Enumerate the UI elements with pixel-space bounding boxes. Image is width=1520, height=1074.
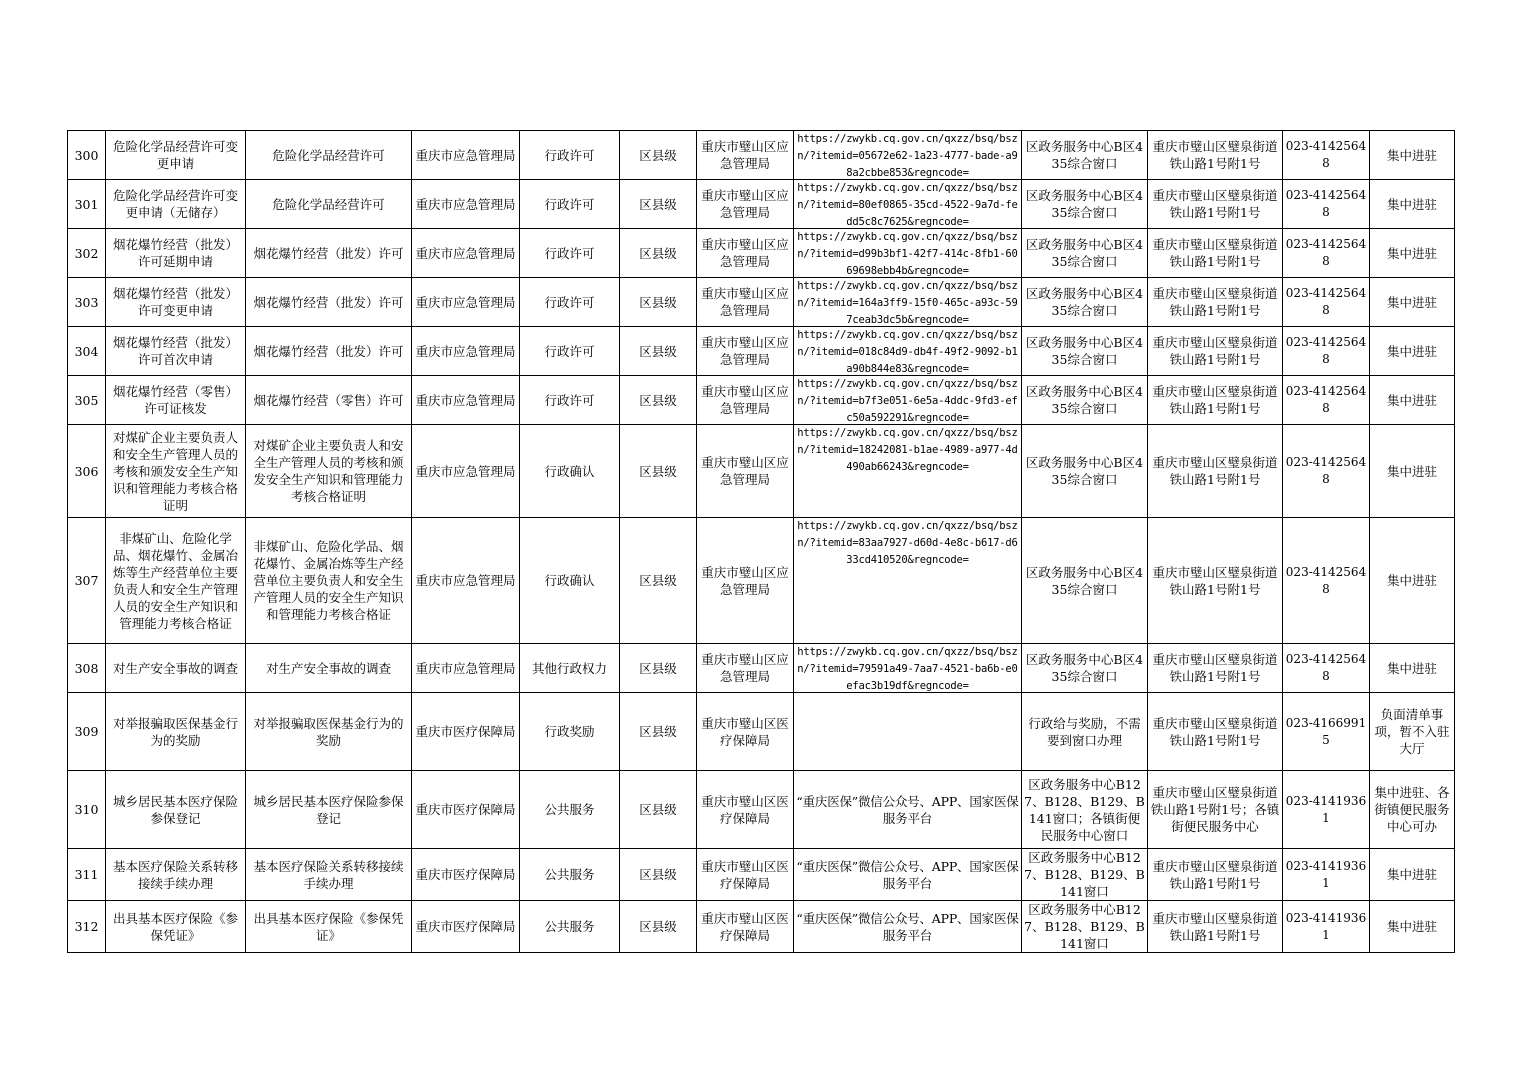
cell-item-type: 行政许可	[520, 376, 620, 425]
cell-service-window: 区政务服务中心B区435综合窗口	[1022, 644, 1148, 693]
cell-number: 303	[68, 278, 106, 327]
cell-online-url	[794, 327, 1022, 376]
online-service-link[interactable]: https://zwykb.cq.gov.cn/qxzz/bsq/bszn/?itemid=d99b3bf1-42f7-414c-8fb1-6069698ebb4b&regncode=	[797, 231, 1018, 276]
cell-number: 308	[68, 644, 106, 693]
cell-address: 重庆市璧山区璧泉街道铁山路1号附1号	[1148, 327, 1283, 376]
cell-number: 310	[68, 771, 106, 849]
cell-number: 304	[68, 327, 106, 376]
cell-number: 307	[68, 518, 106, 644]
cell-address: 重庆市璧山区璧泉街道铁山路1号附1号	[1148, 229, 1283, 278]
cell-online-url: “重庆医保”微信公众号、APP、国家医保服务平台	[794, 771, 1022, 849]
cell-phone: 023-41419361	[1283, 901, 1370, 953]
cell-online-url	[794, 518, 1022, 644]
cell-entry-mode: 集中进驻	[1370, 229, 1455, 278]
cell-handling-unit: 重庆市璧山区医疗保障局	[697, 771, 794, 849]
cell-number: 305	[68, 376, 106, 425]
cell-entry-mode: 集中进驻	[1370, 278, 1455, 327]
cell-item-name: 对举报骗取医保基金行为的奖励	[106, 693, 246, 771]
cell-department: 重庆市应急管理局	[412, 425, 520, 518]
cell-level: 区县级	[620, 278, 697, 327]
cell-item-name: 城乡居民基本医疗保险参保登记	[106, 771, 246, 849]
cell-online-url	[794, 278, 1022, 327]
cell-address: 重庆市璧山区璧泉街道铁山路1号附1号	[1148, 518, 1283, 644]
cell-entry-mode: 集中进驻	[1370, 849, 1455, 901]
cell-phone: 023-41669915	[1283, 693, 1370, 771]
cell-entry-mode: 集中进驻	[1370, 327, 1455, 376]
cell-handling-unit: 重庆市璧山区应急管理局	[697, 376, 794, 425]
cell-address: 重庆市璧山区璧泉街道铁山路1号附1号	[1148, 278, 1283, 327]
cell-item-name: 对煤矿企业主要负责人和安全生产管理人员的考核和颁发安全生产知识和管理能力考核合格证明	[106, 425, 246, 518]
cell-service-window: 区政务服务中心B区435综合窗口	[1022, 180, 1148, 229]
cell-handling-unit: 重庆市璧山区医疗保障局	[697, 693, 794, 771]
cell-item-name: 烟花爆竹经营（批发）许可变更申请	[106, 278, 246, 327]
cell-item-name: 危险化学品经营许可变更申请（无储存）	[106, 180, 246, 229]
cell-online-url	[794, 376, 1022, 425]
cell-address: 重庆市璧山区璧泉街道铁山路1号附1号	[1148, 644, 1283, 693]
table-row	[68, 376, 1455, 425]
cell-department: 重庆市应急管理局	[412, 518, 520, 644]
cell-department: 重庆市应急管理局	[412, 327, 520, 376]
online-service-link[interactable]: https://zwykb.cq.gov.cn/qxzz/bsq/bszn/?itemid=018c84d9-db4f-49f2-9092-b1a90b844e83&regncode=	[797, 329, 1018, 374]
table-row	[68, 518, 1455, 644]
cell-basic-code-name: 非煤矿山、危险化学品、烟花爆竹、金属冶炼等生产经营单位主要负责人和安全生产管理人员的安全生产知识和管理能力考核合格证	[246, 518, 412, 644]
cell-department: 重庆市应急管理局	[412, 278, 520, 327]
cell-service-window: 区政务服务中心B区435综合窗口	[1022, 229, 1148, 278]
cell-address: 重庆市璧山区璧泉街道铁山路1号附1号	[1148, 693, 1283, 771]
cell-address: 重庆市璧山区璧泉街道铁山路1号附1号	[1148, 131, 1283, 180]
cell-item-name: 烟花爆竹经营（零售）许可证核发	[106, 376, 246, 425]
cell-item-name: 出具基本医疗保险《参保凭证》	[106, 901, 246, 953]
cell-online-url: “重庆医保”微信公众号、APP、国家医保服务平台	[794, 901, 1022, 953]
cell-level: 区县级	[620, 327, 697, 376]
cell-item-name: 危险化学品经营许可变更申请	[106, 131, 246, 180]
cell-basic-code-name: 城乡居民基本医疗保险参保登记	[246, 771, 412, 849]
table-row	[68, 771, 1455, 849]
cell-handling-unit: 重庆市璧山区医疗保障局	[697, 849, 794, 901]
cell-entry-mode: 集中进驻	[1370, 901, 1455, 953]
cell-department: 重庆市应急管理局	[412, 376, 520, 425]
cell-basic-code-name: 对举报骗取医保基金行为的奖励	[246, 693, 412, 771]
cell-phone: 023-41425648	[1283, 425, 1370, 518]
cell-item-type: 行政许可	[520, 229, 620, 278]
cell-item-name: 对生产安全事故的调查	[106, 644, 246, 693]
cell-service-window: 区政务服务中心B127、B128、B129、B141窗口	[1022, 849, 1148, 901]
cell-item-type: 行政许可	[520, 131, 620, 180]
cell-handling-unit: 重庆市璧山区应急管理局	[697, 327, 794, 376]
cell-item-type: 行政许可	[520, 278, 620, 327]
cell-department: 重庆市医疗保障局	[412, 693, 520, 771]
cell-level: 区县级	[620, 644, 697, 693]
cell-basic-code-name: 出具基本医疗保险《参保凭证》	[246, 901, 412, 953]
table-row	[68, 849, 1455, 901]
cell-level: 区县级	[620, 849, 697, 901]
cell-level: 区县级	[620, 376, 697, 425]
cell-service-window: 区政务服务中心B区435综合窗口	[1022, 278, 1148, 327]
cell-item-name: 非煤矿山、危险化学品、烟花爆竹、金属冶炼等生产经营单位主要负责人和安全生产管理人员的安全生产知识和管理能力考核合格证	[106, 518, 246, 644]
cell-entry-mode: 负面清单事项，暂不入驻大厅	[1370, 693, 1455, 771]
cell-number: 302	[68, 229, 106, 278]
online-service-link[interactable]: https://zwykb.cq.gov.cn/qxzz/bsq/bszn/?itemid=05672e62-1a23-4777-bade-a98a2cbbe853&regncode=	[797, 133, 1018, 178]
cell-service-window: 区政务服务中心B127、B128、B129、B141窗口；各镇街便民服务中心窗口	[1022, 771, 1148, 849]
cell-basic-code-name: 危险化学品经营许可	[246, 131, 412, 180]
cell-basic-code-name: 基本医疗保险关系转移接续手续办理	[246, 849, 412, 901]
cell-phone: 023-41425648	[1283, 229, 1370, 278]
cell-entry-mode: 集中进驻	[1370, 425, 1455, 518]
cell-number: 300	[68, 131, 106, 180]
cell-service-window: 区政务服务中心B区435综合窗口	[1022, 376, 1148, 425]
table-row	[68, 327, 1455, 376]
cell-item-type: 行政确认	[520, 518, 620, 644]
service-items-table	[67, 130, 1455, 953]
cell-phone: 023-41425648	[1283, 327, 1370, 376]
cell-item-name: 烟花爆竹经营（批发）许可首次申请	[106, 327, 246, 376]
online-service-link[interactable]: https://zwykb.cq.gov.cn/qxzz/bsq/bszn/?itemid=79591a49-7aa7-4521-ba6b-e0efac3b19df&regncode=	[797, 646, 1018, 691]
cell-number: 301	[68, 180, 106, 229]
cell-item-type: 公共服务	[520, 849, 620, 901]
cell-item-type: 行政奖励	[520, 693, 620, 771]
cell-item-type: 其他行政权力	[520, 644, 620, 693]
cell-address: 重庆市璧山区璧泉街道铁山路1号附1号	[1148, 849, 1283, 901]
online-service-link[interactable]: https://zwykb.cq.gov.cn/qxzz/bsq/bszn/?itemid=80ef0865-35cd-4522-9a7d-fedd5c8c7625&regncode=	[797, 182, 1018, 227]
table-row	[68, 693, 1455, 771]
cell-online-url	[794, 644, 1022, 693]
cell-handling-unit: 重庆市璧山区应急管理局	[697, 131, 794, 180]
cell-entry-mode: 集中进驻、各街镇便民服务中心可办	[1370, 771, 1455, 849]
cell-handling-unit: 重庆市璧山区应急管理局	[697, 518, 794, 644]
cell-department: 重庆市应急管理局	[412, 131, 520, 180]
table-row	[68, 278, 1455, 327]
cell-item-type: 行政许可	[520, 180, 620, 229]
cell-phone: 023-41425648	[1283, 518, 1370, 644]
cell-address: 重庆市璧山区璧泉街道铁山路1号附1号；各镇街便民服务中心	[1148, 771, 1283, 849]
cell-address: 重庆市璧山区璧泉街道铁山路1号附1号	[1148, 425, 1283, 518]
cell-service-window: 区政务服务中心B区435综合窗口	[1022, 518, 1148, 644]
cell-level: 区县级	[620, 901, 697, 953]
cell-number: 312	[68, 901, 106, 953]
cell-level: 区县级	[620, 771, 697, 849]
cell-department: 重庆市医疗保障局	[412, 771, 520, 849]
cell-item-type: 公共服务	[520, 901, 620, 953]
cell-department: 重庆市应急管理局	[412, 644, 520, 693]
cell-service-window: 区政务服务中心B127、B128、B129、B141窗口	[1022, 901, 1148, 953]
cell-number: 306	[68, 425, 106, 518]
cell-entry-mode: 集中进驻	[1370, 644, 1455, 693]
online-service-link[interactable]: https://zwykb.cq.gov.cn/qxzz/bsq/bszn/?itemid=83aa7927-d60d-4e8c-b617-d633cd410520&regncode=	[797, 520, 1018, 566]
cell-department: 重庆市应急管理局	[412, 180, 520, 229]
cell-basic-code-name: 烟花爆竹经营（批发）许可	[246, 278, 412, 327]
cell-phone: 023-41425648	[1283, 644, 1370, 693]
cell-phone: 023-41419361	[1283, 849, 1370, 901]
cell-item-name: 烟花爆竹经营（批发）许可延期申请	[106, 229, 246, 278]
cell-item-type: 行政许可	[520, 327, 620, 376]
table-row	[68, 131, 1455, 180]
cell-service-window: 行政给与奖励，不需要到窗口办理	[1022, 693, 1148, 771]
cell-handling-unit: 重庆市璧山区应急管理局	[697, 229, 794, 278]
cell-item-type: 行政确认	[520, 425, 620, 518]
online-service-link[interactable]: https://zwykb.cq.gov.cn/qxzz/bsq/bszn/?itemid=b7f3e051-6e5a-4ddc-9fd3-efc50a592291&regncode=	[797, 378, 1018, 423]
cell-online-url	[794, 693, 1022, 771]
cell-level: 区县级	[620, 425, 697, 518]
online-service-link[interactable]: https://zwykb.cq.gov.cn/qxzz/bsq/bszn/?itemid=18242081-b1ae-4989-a977-4d490ab66243&regncode=	[797, 427, 1018, 473]
cell-number: 309	[68, 693, 106, 771]
table-row	[68, 180, 1455, 229]
cell-entry-mode: 集中进驻	[1370, 131, 1455, 180]
cell-level: 区县级	[620, 131, 697, 180]
cell-phone: 023-41425648	[1283, 180, 1370, 229]
cell-handling-unit: 重庆市璧山区医疗保障局	[697, 901, 794, 953]
cell-online-url	[794, 425, 1022, 518]
cell-basic-code-name: 烟花爆竹经营（批发）许可	[246, 327, 412, 376]
cell-online-url	[794, 131, 1022, 180]
online-service-link[interactable]: https://zwykb.cq.gov.cn/qxzz/bsq/bszn/?itemid=164a3ff9-15f0-465c-a93c-597ceab3dc5b&regncode=	[797, 280, 1018, 325]
table-row	[68, 229, 1455, 278]
cell-level: 区县级	[620, 693, 697, 771]
cell-basic-code-name: 对煤矿企业主要负责人和安全生产管理人员的考核和颁发安全生产知识和管理能力考核合格证明	[246, 425, 412, 518]
cell-handling-unit: 重庆市璧山区应急管理局	[697, 425, 794, 518]
cell-address: 重庆市璧山区璧泉街道铁山路1号附1号	[1148, 180, 1283, 229]
cell-level: 区县级	[620, 518, 697, 644]
cell-level: 区县级	[620, 229, 697, 278]
cell-handling-unit: 重庆市璧山区应急管理局	[697, 644, 794, 693]
cell-service-window: 区政务服务中心B区435综合窗口	[1022, 425, 1148, 518]
cell-phone: 023-41425648	[1283, 376, 1370, 425]
cell-department: 重庆市应急管理局	[412, 229, 520, 278]
cell-basic-code-name: 危险化学品经营许可	[246, 180, 412, 229]
cell-entry-mode: 集中进驻	[1370, 180, 1455, 229]
cell-handling-unit: 重庆市璧山区应急管理局	[697, 180, 794, 229]
cell-entry-mode: 集中进驻	[1370, 376, 1455, 425]
cell-entry-mode: 集中进驻	[1370, 518, 1455, 644]
cell-phone: 023-41419361	[1283, 771, 1370, 849]
cell-online-url	[794, 229, 1022, 278]
cell-basic-code-name: 对生产安全事故的调查	[246, 644, 412, 693]
table-row	[68, 425, 1455, 518]
cell-department: 重庆市医疗保障局	[412, 901, 520, 953]
table-row	[68, 644, 1455, 693]
cell-level: 区县级	[620, 180, 697, 229]
cell-address: 重庆市璧山区璧泉街道铁山路1号附1号	[1148, 376, 1283, 425]
cell-department: 重庆市医疗保障局	[412, 849, 520, 901]
cell-basic-code-name: 烟花爆竹经营（批发）许可	[246, 229, 412, 278]
cell-online-url	[794, 180, 1022, 229]
cell-number: 311	[68, 849, 106, 901]
cell-handling-unit: 重庆市璧山区应急管理局	[697, 278, 794, 327]
cell-item-name: 基本医疗保险关系转移接续手续办理	[106, 849, 246, 901]
table-row	[68, 901, 1455, 953]
cell-service-window: 区政务服务中心B区435综合窗口	[1022, 131, 1148, 180]
cell-address: 重庆市璧山区璧泉街道铁山路1号附1号	[1148, 901, 1283, 953]
cell-online-url: “重庆医保”微信公众号、APP、国家医保服务平台	[794, 849, 1022, 901]
cell-phone: 023-41425648	[1283, 278, 1370, 327]
cell-basic-code-name: 烟花爆竹经营（零售）许可	[246, 376, 412, 425]
cell-item-type: 公共服务	[520, 771, 620, 849]
cell-phone: 023-41425648	[1283, 131, 1370, 180]
cell-service-window: 区政务服务中心B区435综合窗口	[1022, 327, 1148, 376]
